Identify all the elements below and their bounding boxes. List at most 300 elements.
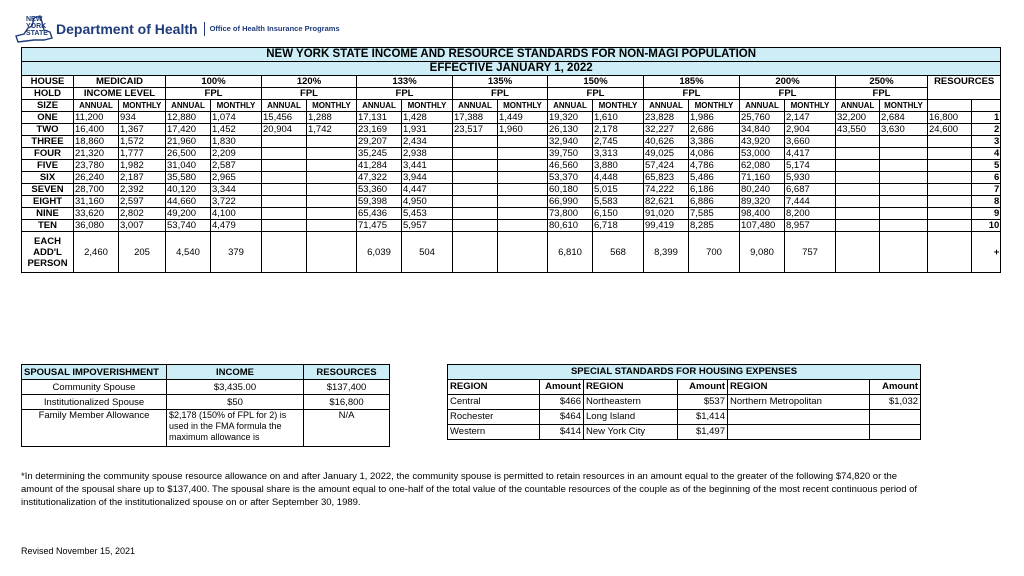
table-cell <box>880 148 928 160</box>
table-cell: Institutionalized Spouse <box>22 395 167 410</box>
table-cell: 34,840 <box>740 124 785 136</box>
table-cell: 49,200 <box>166 208 211 220</box>
table-cell <box>307 232 357 273</box>
header-cell: ANNUAL <box>453 100 498 112</box>
table-cell: 1,960 <box>498 124 548 136</box>
table-cell: Long Island <box>584 410 678 425</box>
table-cell <box>307 148 357 160</box>
table-cell: 3,441 <box>402 160 453 172</box>
table-cell <box>262 196 307 208</box>
state-text: NEW YORK STATE <box>26 16 48 37</box>
table-cell: $537 <box>678 395 728 410</box>
table-cell: 3,386 <box>689 136 740 148</box>
table-cell: 59,398 <box>357 196 402 208</box>
table-cell: 6,186 <box>689 184 740 196</box>
header-cell: ANNUAL <box>74 100 119 112</box>
office-name: Office of Health Insurance Programs <box>209 24 340 33</box>
row-index: + <box>972 232 1001 273</box>
table-cell <box>262 220 307 232</box>
table-cell <box>880 136 928 148</box>
table-cell <box>836 160 880 172</box>
table-cell: 17,131 <box>357 112 402 124</box>
table-cell <box>836 220 880 232</box>
table-row <box>22 124 1001 136</box>
table-cell: 2,745 <box>593 136 644 148</box>
table-cell: 35,245 <box>357 148 402 160</box>
table-cell: 1,986 <box>689 112 740 124</box>
table-cell <box>836 184 880 196</box>
table-cell <box>498 160 548 172</box>
header-cell: 250% <box>836 76 928 88</box>
table-cell: 4,540 <box>166 232 211 273</box>
header-cell: MEDICAID <box>74 76 166 88</box>
table-cell <box>836 208 880 220</box>
table-cell: 2,187 <box>119 172 166 184</box>
table-cell: 5,957 <box>402 220 453 232</box>
table-cell: $464 <box>540 410 584 425</box>
table-cell: 1,288 <box>307 112 357 124</box>
header-cell: FPL <box>740 88 836 100</box>
nys-doh-logo <box>14 12 340 46</box>
table-cell: 44,660 <box>166 196 211 208</box>
table-cell <box>880 172 928 184</box>
table-row <box>22 196 1001 208</box>
table-row <box>22 232 1001 273</box>
table-cell <box>880 232 928 273</box>
header-cell: 100% <box>166 76 262 88</box>
table-cell: 1,572 <box>119 136 166 148</box>
table-cell: 4,417 <box>785 148 836 160</box>
header-cell: FPL <box>262 88 357 100</box>
table-row <box>22 184 1001 196</box>
table-cell: 2,965 <box>211 172 262 184</box>
table-cell: 6,687 <box>785 184 836 196</box>
table-cell: 74,222 <box>644 184 689 196</box>
header-cell: MONTHLY <box>307 100 357 112</box>
table-cell: 29,207 <box>357 136 402 148</box>
header-cell: INCOME LEVEL <box>74 88 166 100</box>
table-row <box>22 220 1001 232</box>
table-cell: 2,684 <box>880 112 928 124</box>
table-cell: 2,392 <box>119 184 166 196</box>
table-cell <box>498 172 548 184</box>
label-line: EACH <box>34 235 61 247</box>
table-cell: N/A <box>304 410 390 447</box>
table-cell <box>453 148 498 160</box>
table-row <box>448 425 921 440</box>
table-cell: 1,452 <box>211 124 262 136</box>
table-cell: 4,448 <box>593 172 644 184</box>
table-cell <box>836 136 880 148</box>
table-cell <box>262 208 307 220</box>
table-row <box>448 410 921 425</box>
table-cell: 3,630 <box>880 124 928 136</box>
header-cell: MONTHLY <box>689 100 740 112</box>
header-cell: INCOME <box>167 365 304 380</box>
table-cell: 23,828 <box>644 112 689 124</box>
header-cell: ANNUAL <box>836 100 880 112</box>
table-row <box>22 148 1001 160</box>
header-cell: Amount <box>870 380 921 395</box>
table-cell: 5,583 <box>593 196 644 208</box>
table-cell: 5,453 <box>402 208 453 220</box>
table-cell: 1,610 <box>593 112 644 124</box>
header-cell: 133% <box>357 76 453 88</box>
table-cell: Northeastern <box>584 395 678 410</box>
revised-date: Revised November 15, 2021 <box>21 546 136 556</box>
table-cell <box>928 196 972 208</box>
household-size-label: THREE <box>22 136 74 148</box>
table-cell <box>307 220 357 232</box>
table-cell <box>453 172 498 184</box>
table-cell: 4,786 <box>689 160 740 172</box>
income-resource-standards-table <box>21 47 1001 273</box>
table-cell: 91,020 <box>644 208 689 220</box>
table-cell: 73,800 <box>548 208 593 220</box>
header-cell: SPOUSAL IMPOVERISHMENT <box>22 365 167 380</box>
table-cell: 25,760 <box>740 112 785 124</box>
table-cell: 1,931 <box>402 124 453 136</box>
header-cell: FPL <box>644 88 740 100</box>
header-cell: ANNUAL <box>357 100 402 112</box>
table-cell: Community Spouse <box>22 380 167 395</box>
table-cell: 47,322 <box>357 172 402 184</box>
header-cell: REGION <box>728 380 870 395</box>
table-cell <box>928 220 972 232</box>
row-index: 1 <box>972 112 1001 124</box>
table-cell: 53,740 <box>166 220 211 232</box>
table-cell: 4,479 <box>211 220 262 232</box>
table-cell: 568 <box>593 232 644 273</box>
table-cell: 23,517 <box>453 124 498 136</box>
table-cell: 65,436 <box>357 208 402 220</box>
table-cell: 1,074 <box>211 112 262 124</box>
table-cell: 41,284 <box>357 160 402 172</box>
table-cell: 12,880 <box>166 112 211 124</box>
table-cell: 4,447 <box>402 184 453 196</box>
table-cell: 6,718 <box>593 220 644 232</box>
table-cell: 700 <box>689 232 740 273</box>
table-cell: 15,456 <box>262 112 307 124</box>
table-cell: 21,320 <box>74 148 119 160</box>
table-cell: 757 <box>785 232 836 273</box>
table-cell: $3,435.00 <box>167 380 304 395</box>
table-cell: 57,424 <box>644 160 689 172</box>
table-cell <box>728 425 870 440</box>
table-row <box>448 380 921 395</box>
row-index: 9 <box>972 208 1001 220</box>
table-cell <box>262 232 307 273</box>
table-cell: 934 <box>119 112 166 124</box>
table-cell <box>453 196 498 208</box>
table-cell: 504 <box>402 232 453 273</box>
row-index: 7 <box>972 184 1001 196</box>
table-cell <box>307 208 357 220</box>
state-outline-icon <box>14 14 54 44</box>
table-cell: Central <box>448 395 540 410</box>
table-cell <box>453 184 498 196</box>
table-cell: 26,500 <box>166 148 211 160</box>
table-cell <box>307 136 357 148</box>
table-cell: 3,007 <box>119 220 166 232</box>
table-cell: 53,000 <box>740 148 785 160</box>
header-cell: REGION <box>448 380 540 395</box>
table-row <box>22 160 1001 172</box>
table-cell: 33,620 <box>74 208 119 220</box>
table-subtitle: EFFECTIVE JANUARY 1, 2022 <box>22 62 1001 76</box>
table-cell <box>498 148 548 160</box>
table-cell: 107,480 <box>740 220 785 232</box>
table-cell: 5,015 <box>593 184 644 196</box>
table-cell: 23,780 <box>74 160 119 172</box>
table-cell <box>928 184 972 196</box>
table-cell <box>728 410 870 425</box>
table-cell: 66,990 <box>548 196 593 208</box>
table-cell: 8,957 <box>785 220 836 232</box>
table-cell: 35,580 <box>166 172 211 184</box>
table-cell: 3,313 <box>593 148 644 160</box>
table-cell: 98,400 <box>740 208 785 220</box>
header-cell: ANNUAL <box>740 100 785 112</box>
table-cell: Western <box>448 425 540 440</box>
header-cell: MONTHLY <box>785 100 836 112</box>
household-size-label: FOUR <box>22 148 74 160</box>
header-cell: MONTHLY <box>119 100 166 112</box>
header-cell: ANNUAL <box>644 100 689 112</box>
household-size-label <box>22 232 74 273</box>
housing-title: SPECIAL STANDARDS FOR HOUSING EXPENSES <box>448 365 921 380</box>
header-cell: Amount <box>678 380 728 395</box>
header-cell: 185% <box>644 76 740 88</box>
table-cell: 21,960 <box>166 136 211 148</box>
table-cell <box>453 208 498 220</box>
table-cell <box>307 184 357 196</box>
table-cell: 43,920 <box>740 136 785 148</box>
household-size-label: SIX <box>22 172 74 184</box>
table-cell <box>453 160 498 172</box>
table-cell: 3,880 <box>593 160 644 172</box>
table-cell: 3,344 <box>211 184 262 196</box>
header-cell: REGION <box>584 380 678 395</box>
household-size-label: TEN <box>22 220 74 232</box>
header-cell: FPL <box>548 88 644 100</box>
table-cell: 8,285 <box>689 220 740 232</box>
table-cell: 99,419 <box>644 220 689 232</box>
table-cell: 53,370 <box>548 172 593 184</box>
table-cell: $50 <box>167 395 304 410</box>
header-cell: FPL <box>836 88 928 100</box>
table-cell: 6,039 <box>357 232 402 273</box>
table-cell <box>928 136 972 148</box>
table-cell: 40,626 <box>644 136 689 148</box>
table-cell: 379 <box>211 232 262 273</box>
header-cell: MONTHLY <box>211 100 262 112</box>
table-cell <box>870 425 921 440</box>
footnote: *In determining the community spouse resource allowance on and after January 1, 2022, the community spouse is permitted to retain resources in an amount equal to the greater of the following $74,820 or the amount of the spousal share up to $137,400. The spousal share is the amount equal to one-half of the total value of the countable resources of the couple as of the beginning of the most recent continuous period of institutionalization of the institutionalized spouse on or after September 30, 1989. <box>21 471 918 508</box>
table-title: NEW YORK STATE INCOME AND RESOURCE STANDARDS FOR NON-MAGI POPULATION <box>22 48 1001 62</box>
table-cell: $414 <box>540 425 584 440</box>
table-cell: $137,400 <box>304 380 390 395</box>
table-cell: 1,830 <box>211 136 262 148</box>
table-cell: 80,610 <box>548 220 593 232</box>
table-cell: 36,080 <box>74 220 119 232</box>
table-cell: 2,587 <box>211 160 262 172</box>
table-cell: Northern Metropolitan <box>728 395 870 410</box>
table-cell <box>453 232 498 273</box>
header-cell: MONTHLY <box>593 100 644 112</box>
table-cell <box>453 220 498 232</box>
table-cell: 6,810 <box>548 232 593 273</box>
row-index: 2 <box>972 124 1001 136</box>
table-cell: 5,486 <box>689 172 740 184</box>
table-cell: 1,982 <box>119 160 166 172</box>
table-cell: 53,360 <box>357 184 402 196</box>
table-row <box>22 395 390 410</box>
table-cell: New York City <box>584 425 678 440</box>
table-cell: 9,080 <box>740 232 785 273</box>
table-cell <box>880 184 928 196</box>
row-index: 4 <box>972 148 1001 160</box>
table-cell: 4,100 <box>211 208 262 220</box>
table-cell: $1,414 <box>678 410 728 425</box>
header-cell: ANNUAL <box>166 100 211 112</box>
housing-standards-table <box>447 364 921 440</box>
table-cell: 16,800 <box>928 112 972 124</box>
table-cell: 7,444 <box>785 196 836 208</box>
table-cell: 28,700 <box>74 184 119 196</box>
table-cell <box>928 160 972 172</box>
household-size-label: SEVEN <box>22 184 74 196</box>
table-cell <box>880 220 928 232</box>
table-cell: 80,240 <box>740 184 785 196</box>
header-cell: MONTHLY <box>880 100 928 112</box>
table-cell: 2,147 <box>785 112 836 124</box>
table-cell: 71,475 <box>357 220 402 232</box>
table-cell: 82,621 <box>644 196 689 208</box>
table-cell: $466 <box>540 395 584 410</box>
household-size-label: EIGHT <box>22 196 74 208</box>
table-cell: 17,388 <box>453 112 498 124</box>
table-cell <box>498 220 548 232</box>
table-cell: 205 <box>119 232 166 273</box>
table-cell <box>262 172 307 184</box>
header-cell: 135% <box>453 76 548 88</box>
table-cell: 89,320 <box>740 196 785 208</box>
label-line: ADD'L <box>33 246 62 258</box>
table-cell: 32,200 <box>836 112 880 124</box>
table-cell: 16,400 <box>74 124 119 136</box>
table-cell <box>880 160 928 172</box>
table-cell <box>928 232 972 273</box>
table-cell <box>928 148 972 160</box>
table-cell: 32,227 <box>644 124 689 136</box>
table-cell: 5,174 <box>785 160 836 172</box>
table-cell: 18,860 <box>74 136 119 148</box>
table-cell: 8,200 <box>785 208 836 220</box>
table-cell <box>262 160 307 172</box>
table-cell <box>262 136 307 148</box>
table-row <box>22 112 1001 124</box>
header-cell: SIZE <box>22 100 74 112</box>
header-cell <box>972 100 1001 112</box>
header-cell: HOLD <box>22 88 74 100</box>
table-cell: 2,597 <box>119 196 166 208</box>
header-cell: RESOURCES <box>928 76 1001 100</box>
spousal-impoverishment-table <box>21 364 390 447</box>
table-cell: 2,460 <box>74 232 119 273</box>
table-cell <box>836 148 880 160</box>
table-cell <box>498 208 548 220</box>
row-index: 5 <box>972 160 1001 172</box>
table-cell <box>307 172 357 184</box>
header-cell: RESOURCES <box>304 365 390 380</box>
label-line: PERSON <box>27 257 68 269</box>
table-cell: 4,086 <box>689 148 740 160</box>
table-cell: 1,449 <box>498 112 548 124</box>
header-cell: Amount <box>540 380 584 395</box>
table-cell <box>262 184 307 196</box>
table-cell: 3,944 <box>402 172 453 184</box>
table-cell: 1,777 <box>119 148 166 160</box>
table-cell: 2,686 <box>689 124 740 136</box>
household-size-label: ONE <box>22 112 74 124</box>
table-cell: 1,742 <box>307 124 357 136</box>
table-cell <box>880 208 928 220</box>
table-cell: 40,120 <box>166 184 211 196</box>
table-cell: 3,660 <box>785 136 836 148</box>
household-size-label: TWO <box>22 124 74 136</box>
table-cell: 2,434 <box>402 136 453 148</box>
table-cell <box>928 208 972 220</box>
table-row <box>22 208 1001 220</box>
table-cell: 3,722 <box>211 196 262 208</box>
table-cell: 4,950 <box>402 196 453 208</box>
table-cell: 31,040 <box>166 160 211 172</box>
table-cell <box>870 410 921 425</box>
header-cell: MONTHLY <box>402 100 453 112</box>
table-cell <box>498 136 548 148</box>
table-cell <box>262 148 307 160</box>
department-name: Department of Health <box>56 22 205 36</box>
table-cell <box>307 160 357 172</box>
household-size-label: FIVE <box>22 160 74 172</box>
table-cell: 1,428 <box>402 112 453 124</box>
table-row <box>448 365 921 380</box>
table-cell: 17,420 <box>166 124 211 136</box>
table-cell: 49,025 <box>644 148 689 160</box>
table-cell: 26,240 <box>74 172 119 184</box>
header-cell: FPL <box>166 88 262 100</box>
table-cell: 39,750 <box>548 148 593 160</box>
table-cell <box>498 184 548 196</box>
table-cell: 43,550 <box>836 124 880 136</box>
table-cell: 24,600 <box>928 124 972 136</box>
header-cell <box>928 100 972 112</box>
row-index: 10 <box>972 220 1001 232</box>
header-cell: FPL <box>453 88 548 100</box>
table-cell: $1,497 <box>678 425 728 440</box>
table-cell: 7,585 <box>689 208 740 220</box>
table-row <box>22 136 1001 148</box>
table-cell: $16,800 <box>304 395 390 410</box>
table-cell: Family Member Allowance <box>22 410 167 447</box>
table-cell: 60,180 <box>548 184 593 196</box>
table-cell: 5,930 <box>785 172 836 184</box>
table-cell <box>836 172 880 184</box>
table-cell <box>928 172 972 184</box>
row-index: 8 <box>972 196 1001 208</box>
header-cell: MONTHLY <box>498 100 548 112</box>
